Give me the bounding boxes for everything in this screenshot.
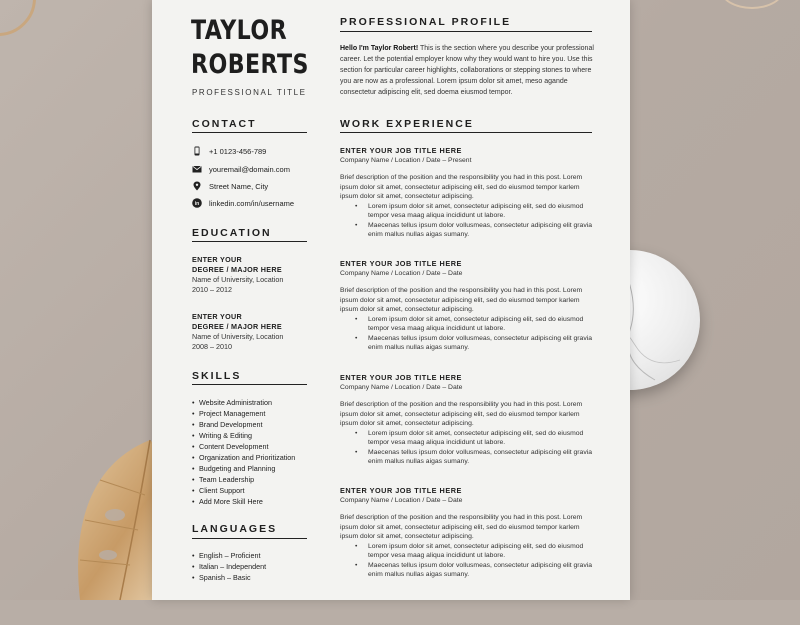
candidate-name [191,14,309,82]
languages-list [192,550,266,583]
experience-heading: WORK EXPERIENCE [340,118,474,130]
skill-item: • Team Leadership [192,474,295,485]
profile-divider [340,31,592,32]
job-description: Brief description of the position and the responsibility you had in this post. Lorem ipsum dolor sit amet, consectetur adipiscing elit, sed do eiusmod tempor karlem ipsum dolor sit amet, consectetur adipiscing. [340,287,583,313]
job-bullet: • Maecenas tellus ipsum dolor vollusmeas, consectetur adipiscing elit gravia enim mallus nullas aigas sumany. [340,221,596,240]
phone-number: +1 0123-456-789 [209,147,267,156]
contact-divider [192,132,307,133]
contact-heading: CONTACT [192,118,257,130]
linkedin-url: linkedin.com/in/username [209,199,295,208]
degree-line-1: ENTER YOUR [192,312,242,321]
job-bullets [340,542,596,580]
job-title: ENTER YOUR JOB TITLE HERE [340,373,462,382]
job-description: Brief description of the position and the responsibility you had in this post. Lorem ipsum dolor sit amet, consectetur adipiscing elit, sed do eiusmod tempor karlem ipsum dolor sit amet, consectetur adipiscing. [340,401,583,427]
university: Name of University, Location [192,275,284,284]
job-meta: Company Name / Location / Date – Date [340,384,463,391]
job-bullet: • Maecenas tellus ipsum dolor vollusmeas, consectetur adipiscing elit gravia enim mallus nullas aigas sumany. [340,561,596,580]
skill-item: • Content Development [192,441,295,452]
experience-divider [340,132,592,133]
languages-divider [192,538,307,539]
job-entry [340,373,596,467]
skills-list [192,397,295,507]
job-description: Brief description of the position and the responsibility you had in this post. Lorem ipsum dolor sit amet, consectetur adipiscing elit, sed do eiusmod tempor karlem ipsum dolor sit amet, consectetur adipiscing. [340,174,583,200]
email-address: youremail@domain.com [209,165,290,174]
skill-item: • Project Management [192,408,295,419]
degree-line-2: DEGREE / MAJOR HERE [192,265,282,274]
job-bullets [340,429,596,467]
job-bullets [340,202,596,240]
job-title: ENTER YOUR JOB TITLE HERE [340,486,462,495]
job-entry [340,486,596,580]
profile-summary [340,43,596,98]
university: Name of University, Location [192,332,284,341]
language-item: • Italian – Independent [192,561,266,572]
job-entry [340,259,596,353]
last-name: ROBERTS [191,49,309,80]
linkedin-icon [192,198,202,208]
degree-line-1: ENTER YOUR [192,255,242,264]
education-years: 2008 – 2010 [192,342,232,351]
skill-item: • Organization and Prioritization [192,452,295,463]
job-bullet: • Maecenas tellus ipsum dolor vollusmeas, consectetur adipiscing elit gravia enim mallus nullas aigas sumany. [340,334,596,353]
skills-divider [192,384,307,385]
languages-heading: LANGUAGES [192,523,278,535]
skill-item: • Budgeting and Planning [192,463,295,474]
profile-body: This is the section where you describe your professional career. Let the potential employer know why they would want to hire you. Use this section for particular career highlights, collaborations or stepping stones to where you are now as a professional. Lorem ipsum dolor sit amet, meso agande consectetur adipiscing elit, sed doema eiusmod tempor. [340,45,594,96]
language-item: • Spanish – Basic [192,572,266,583]
resume-page [152,0,630,600]
first-name: TAYLOR [191,15,288,46]
job-bullet: • Lorem ipsum dolor sit amet, consectetur adipiscing elit, sed do eiusmod tempor vesa maag aliqua incididunt ut labore. [340,315,596,334]
skill-item: • Website Administration [192,397,295,408]
phone-icon [192,146,202,156]
skills-heading: SKILLS [192,370,242,382]
job-entry [340,146,596,240]
location-pin-icon [192,181,202,191]
job-bullet: • Maecenas tellus ipsum dolor vollusmeas, consectetur adipiscing elit gravia enim mallus nullas aigas sumany. [340,448,596,467]
street-address: Street Name, City [209,182,269,191]
job-meta: Company Name / Location / Date – Date [340,270,463,277]
job-bullet: • Lorem ipsum dolor sit amet, consectetur adipiscing elit, sed do eiusmod tempor vesa maag aliqua incididunt ut labore. [340,542,596,561]
job-title: ENTER YOUR JOB TITLE HERE [340,146,462,155]
job-bullet: • Lorem ipsum dolor sit amet, consectetur adipiscing elit, sed do eiusmod tempor vesa maag aliqua incididunt ut labore. [340,202,596,221]
skill-item: • Writing & Editing [192,430,295,441]
skill-item: • Brand Development [192,419,295,430]
job-meta: Company Name / Location / Date – Present [340,157,472,164]
skill-item: • Client Support [192,485,295,496]
job-description: Brief description of the position and the responsibility you had in this post. Lorem ipsum dolor sit amet, consectetur adipiscing elit, sed do eiusmod tempor karlem ipsum dolor sit amet, consectetur adipiscing. [340,514,583,540]
job-title: ENTER YOUR JOB TITLE HERE [340,259,462,268]
mail-icon [192,164,202,174]
language-item: • English – Proficient [192,550,266,561]
profile-heading: PROFESSIONAL PROFILE [340,16,512,28]
education-divider [192,241,307,242]
profile-greeting: Hello I'm Taylor Robert! [340,45,419,52]
job-bullets [340,315,596,353]
skill-item: • Add More Skill Here [192,496,295,507]
job-meta: Company Name / Location / Date – Date [340,497,463,504]
education-years: 2010 – 2012 [192,285,232,294]
education-heading: EDUCATION [192,227,272,239]
job-bullet: • Lorem ipsum dolor sit amet, consectetur adipiscing elit, sed do eiusmod tempor vesa maag aliqua incididunt ut labore. [340,429,596,448]
svg-text:in: in [194,201,200,207]
degree-line-2: DEGREE / MAJOR HERE [192,322,282,331]
professional-title: PROFESSIONAL TITLE [192,88,307,97]
